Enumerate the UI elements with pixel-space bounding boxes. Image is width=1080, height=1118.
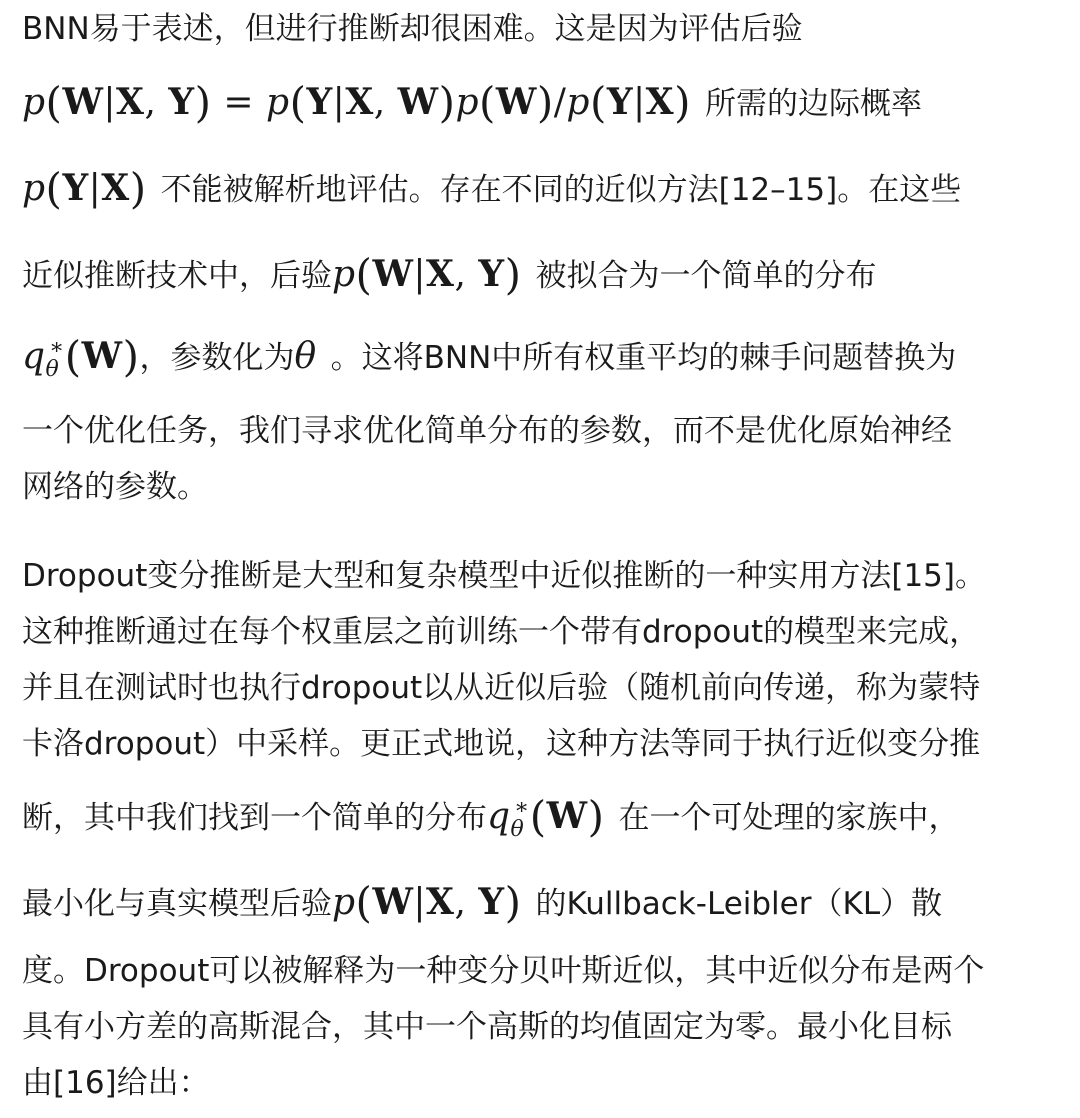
- text: 。这将BNN中所有权重平均的棘手问题替换为: [330, 340, 957, 376]
- p2-line-2: [22, 614, 981, 650]
- p1-line-3: [22, 164, 962, 213]
- p1-line-5: [22, 332, 957, 382]
- posterior-formula: p(W|X, Y) = p(Y|X, W)p(W)/p(Y|X): [22, 78, 691, 127]
- text: 被拟合为一个简单的分布: [535, 258, 877, 294]
- p2-line-4: [22, 726, 981, 762]
- text: 近似推断技术中，后验: [22, 258, 332, 294]
- text: 最小化与真实模型后验: [22, 886, 332, 922]
- p1-line-4: [22, 250, 877, 299]
- text: 具有小方差的高斯混合，其中一个高斯的均值固定为零。最小化目标: [22, 1009, 952, 1045]
- text: 这种推断通过在每个权重层之前训练一个带有dropout的模型来完成，: [22, 614, 981, 650]
- text: ，参数化为: [139, 340, 295, 376]
- p2-line-7: [22, 953, 985, 989]
- q-theta-formula: $q_\theta^∗(W)$: [22, 332, 140, 382]
- marginal-formula: p(Y|X): [22, 164, 147, 213]
- text: 卡洛dropout）中采样。更正式地说，这种方法等同于执行近似变分推: [22, 726, 981, 762]
- text: 断，其中我们找到一个简单的分布: [22, 800, 487, 836]
- p2-line-3: [22, 670, 981, 706]
- text: Dropout变分推断是大型和复杂模型中近似推断的一种实用方法[15]。: [22, 558, 986, 594]
- text: BNN易于表述，但进行推断却很困难。这是因为评估后验: [22, 11, 803, 47]
- p1-line-1: [22, 11, 803, 47]
- posterior-formula: p(W|X, Y): [332, 878, 522, 927]
- theta-symbol: θ: [294, 336, 317, 377]
- p2-line-8: [22, 1009, 952, 1045]
- p2-line-1: [22, 558, 986, 594]
- text: 度。Dropout可以被解释为一种变分贝叶斯近似，其中近似分布是两个: [22, 953, 985, 989]
- p1-line-7: [22, 469, 208, 505]
- text: 的Kullback-Leibler（KL）散: [535, 886, 943, 922]
- p2-line-6: [22, 878, 943, 927]
- p1-line-6: [22, 413, 952, 449]
- text: 在一个可处理的家族中，: [618, 800, 960, 836]
- text: 所需的边际概率: [705, 86, 922, 122]
- text: 由[16]给出：: [22, 1065, 210, 1101]
- p2-line-5: [22, 792, 960, 842]
- p2-line-9: [22, 1065, 210, 1101]
- text: 一个优化任务，我们寻求优化简单分布的参数，而不是优化原始神经: [22, 413, 952, 449]
- text: 不能被解析地评估。存在不同的近似方法[12–15]。在这些: [160, 172, 962, 208]
- posterior-formula: p(W|X, Y): [332, 250, 522, 299]
- text: 并且在测试时也执行dropout以从近似后验（随机前向传递，称为蒙特: [22, 670, 981, 706]
- q-theta-formula: $q_\theta^∗(W)$: [487, 792, 605, 842]
- text: 网络的参数。: [22, 469, 208, 505]
- p1-line-2: [22, 78, 922, 127]
